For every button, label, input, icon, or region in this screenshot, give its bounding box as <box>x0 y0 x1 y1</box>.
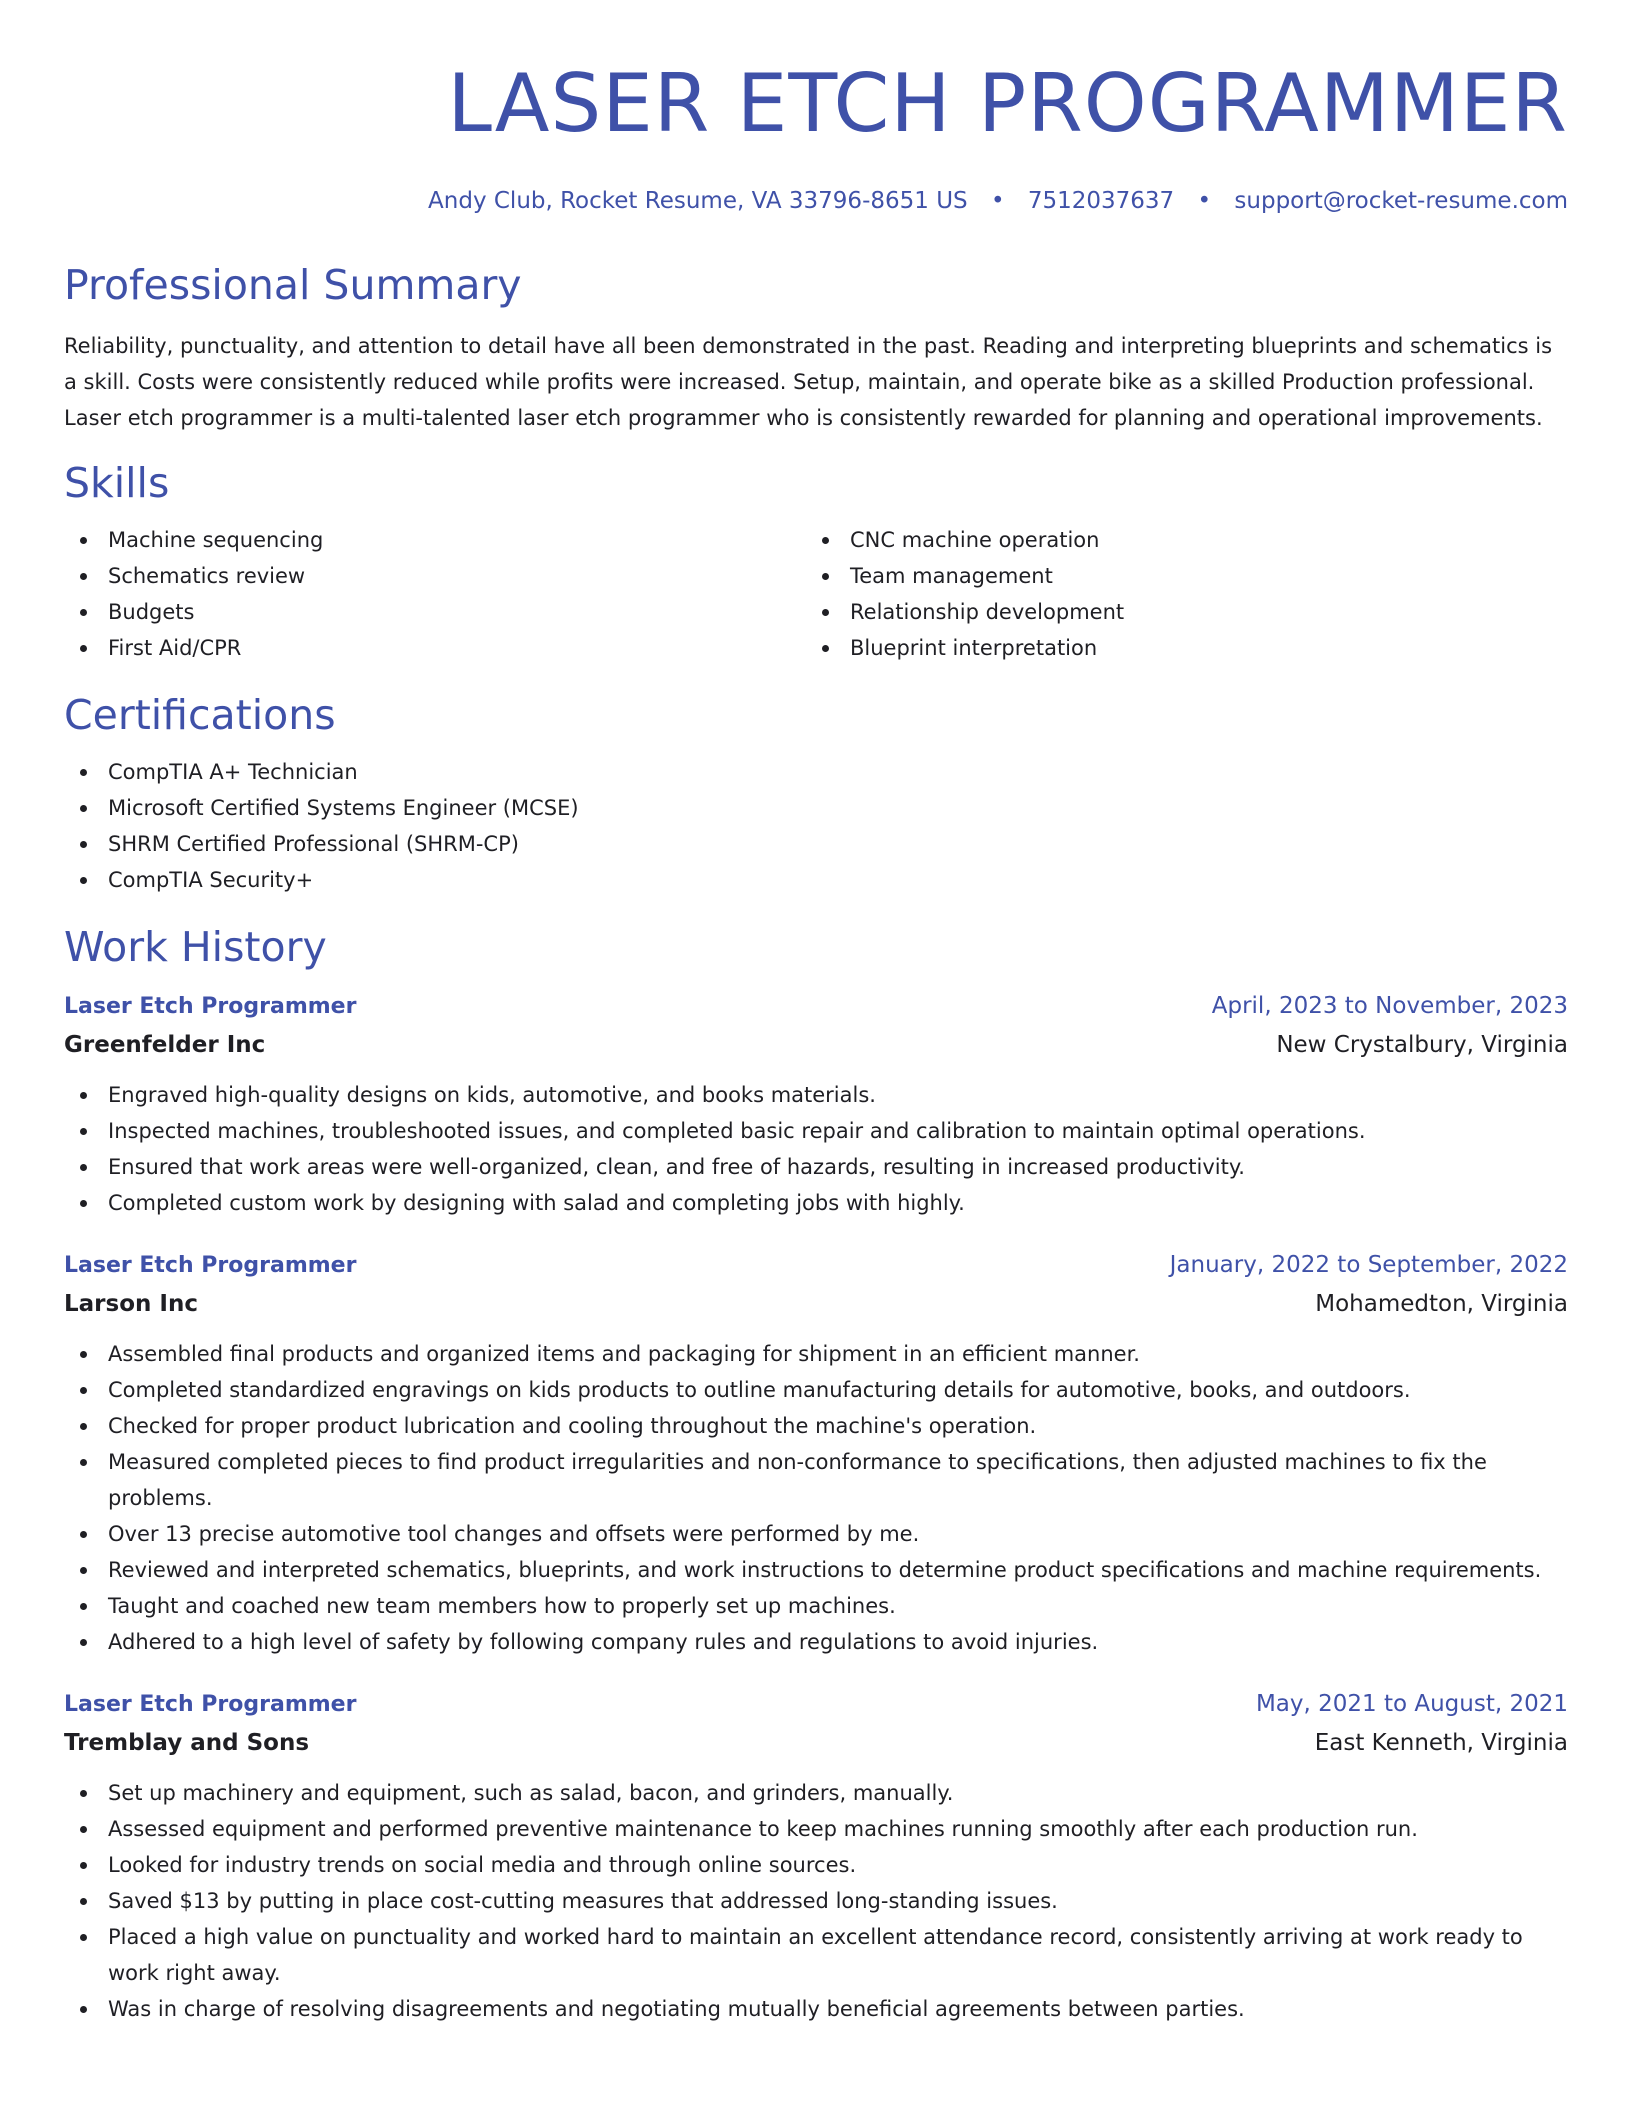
job-bullet: Over 13 precise automotive tool changes and offsets were performed by me. <box>64 1516 1568 1552</box>
job-entry <box>64 1247 1568 1660</box>
job-bullet: Ensured that work areas were well-organized, clean, and free of hazards, resulting in increased productivity. <box>64 1149 1568 1185</box>
skill-item: Schematics review <box>64 558 806 594</box>
job-bullet: Was in charge of resolving disagreements and negotiating mutually beneficial agreements between parties. <box>64 1991 1568 2027</box>
job-company: Larson Inc <box>64 1291 198 1317</box>
job-bullet: Saved $13 by putting in place cost-cutting measures that addressed long-standing issues. <box>64 1883 1568 1919</box>
job-dates: May, 2021 to August, 2021 <box>1255 1691 1568 1717</box>
job-company-row <box>64 1723 1568 1763</box>
summary-text: Reliability, punctuality, and attention to detail have all been demonstrated in the past. Reading and interpreting blueprints and schematics is a skill. Costs were consistently reduced while profits were increased. Setup, maintain, and operate bike as a skilled Production professional. Laser etch programmer is a multi-talented laser etch programmer who is consistently rewarded for planning and operational improvements. <box>64 334 1553 430</box>
job-entry <box>64 988 1568 1221</box>
contact-separator: • <box>990 188 1005 214</box>
job-location: Mohamedton, Virginia <box>1315 1291 1568 1317</box>
certification-item: Microsoft Certified Systems Engineer (MCSE) <box>64 790 1568 826</box>
job-bullet: Engraved high-quality designs on kids, automotive, and books materials. <box>64 1077 1568 1113</box>
job-bullet: Adhered to a high level of safety by following company rules and regulations to avoid injuries. <box>64 1624 1568 1660</box>
certification-item: CompTIA Security+ <box>64 862 1568 898</box>
skill-item: Relationship development <box>806 594 1548 630</box>
skills-heading: Skills <box>64 459 170 507</box>
job-header-row <box>64 1686 1568 1723</box>
job-header-row <box>64 988 1568 1025</box>
job-bullet: Set up machinery and equipment, such as salad, bacon, and grinders, manually. <box>64 1775 1568 1811</box>
job-dates: January, 2022 to September, 2022 <box>1169 1252 1568 1278</box>
summary-heading: Professional Summary <box>64 261 522 309</box>
job-header-row <box>64 1247 1568 1284</box>
job-bullets <box>64 1336 1568 1660</box>
job-entry <box>64 1686 1568 2027</box>
work-history-heading: Work History <box>64 923 327 971</box>
contact-address: Andy Club, Rocket Resume, VA 33796-8651 US <box>428 188 968 214</box>
job-bullet: Looked for industry trends on social media and through online sources. <box>64 1847 1568 1883</box>
job-bullet: Placed a high value on punctuality and worked hard to maintain an excellent attendance record, consistently arriving at work ready to work right away. <box>64 1919 1568 1991</box>
job-bullet: Measured completed pieces to find product irregularities and non-conformance to specifications, then adjusted machines to fix the problems. <box>64 1444 1568 1516</box>
job-bullet: Completed standardized engravings on kids products to outline manufacturing details for automotive, books, and outdoors. <box>64 1372 1568 1408</box>
job-bullet: Assessed equipment and performed preventive maintenance to keep machines running smoothly after each production run. <box>64 1811 1568 1847</box>
resume-title: LASER ETCH PROGRAMMER <box>447 57 1568 150</box>
certification-item: CompTIA A+ Technician <box>64 754 1568 790</box>
skill-item: Team management <box>806 558 1548 594</box>
job-bullets <box>64 1775 1568 2027</box>
skills-column-left <box>64 522 806 666</box>
skill-item: CNC machine operation <box>806 522 1548 558</box>
contact-phone: 7512037637 <box>1027 188 1175 214</box>
certification-item: SHRM Certified Professional (SHRM-CP) <box>64 826 1568 862</box>
contact-line <box>64 186 1568 216</box>
job-dates: April, 2023 to November, 2023 <box>1211 993 1568 1019</box>
work-history-list <box>64 988 1568 2027</box>
skill-item: Budgets <box>64 594 806 630</box>
job-company: Tremblay and Sons <box>64 1730 310 1756</box>
job-bullet: Reviewed and interpreted schematics, blueprints, and work instructions to determine product specifications and machine requirements. <box>64 1552 1568 1588</box>
job-company-row <box>64 1284 1568 1324</box>
skills-column-right <box>806 522 1548 666</box>
job-location: New Crystalbury, Virginia <box>1276 1032 1568 1058</box>
job-title: Laser Etch Programmer <box>64 1253 357 1278</box>
job-bullet: Inspected machines, troubleshooted issues, and completed basic repair and calibration to maintain optimal operations. <box>64 1113 1568 1149</box>
job-company-row <box>64 1025 1568 1065</box>
job-location: East Kenneth, Virginia <box>1314 1730 1568 1756</box>
contact-email: support@rocket-resume.com <box>1234 188 1568 214</box>
certifications-heading: Certifications <box>64 691 336 739</box>
skills-grid <box>64 522 1568 666</box>
job-company: Greenfelder Inc <box>64 1032 266 1058</box>
contact-separator: • <box>1197 188 1212 214</box>
job-bullet: Checked for proper product lubrication and cooling throughout the machine's operation. <box>64 1408 1568 1444</box>
job-title: Laser Etch Programmer <box>64 994 357 1019</box>
job-title: Laser Etch Programmer <box>64 1692 357 1717</box>
certifications-list <box>64 754 1568 898</box>
job-bullet: Taught and coached new team members how to properly set up machines. <box>64 1588 1568 1624</box>
skill-item: First Aid/CPR <box>64 630 806 666</box>
skill-item: Machine sequencing <box>64 522 806 558</box>
skill-item: Blueprint interpretation <box>806 630 1548 666</box>
job-bullet: Assembled final products and organized items and packaging for shipment in an efficient manner. <box>64 1336 1568 1372</box>
job-bullets <box>64 1077 1568 1221</box>
job-bullet: Completed custom work by designing with salad and completing jobs with highly. <box>64 1185 1568 1221</box>
